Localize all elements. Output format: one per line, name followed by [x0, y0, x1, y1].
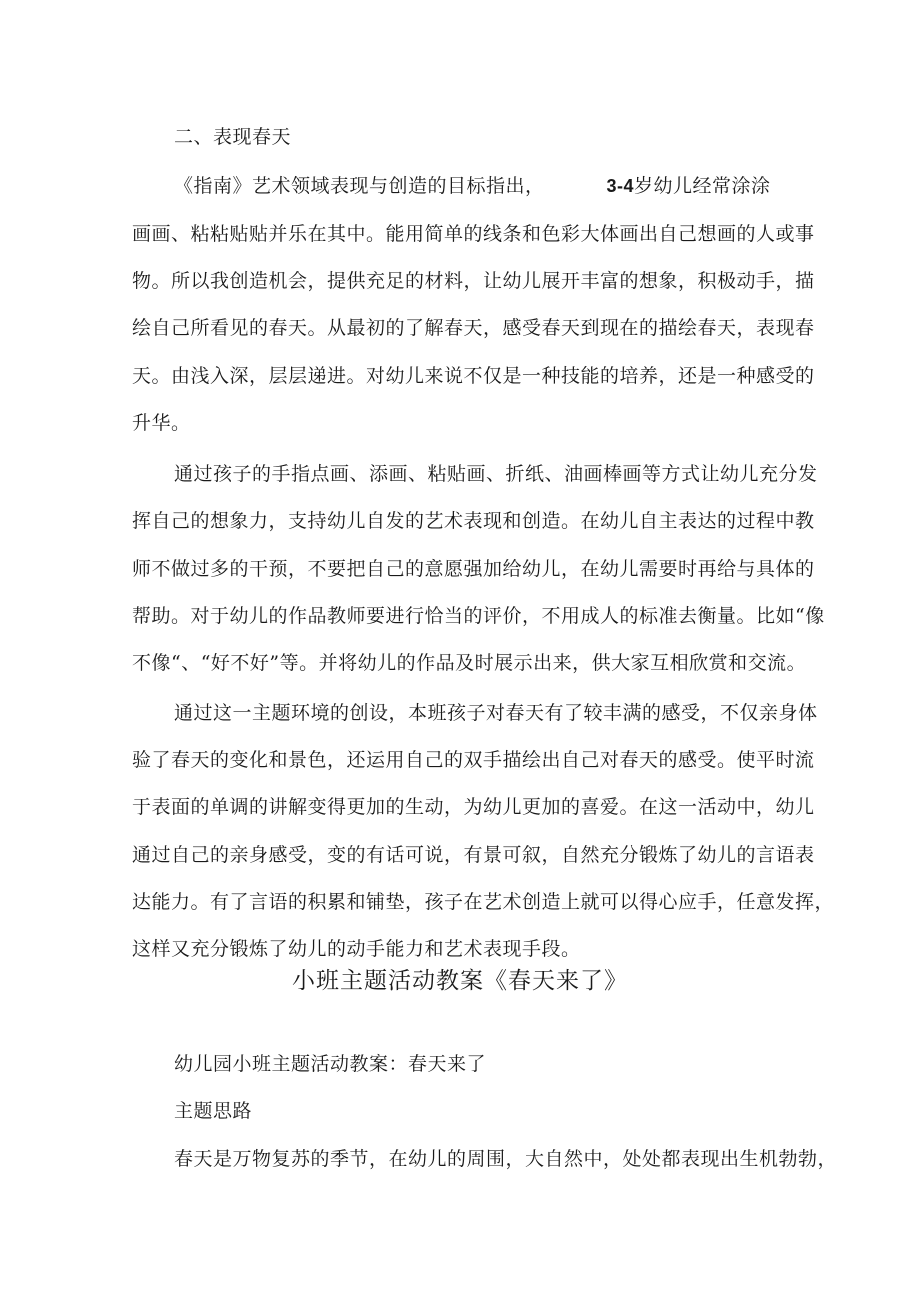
paragraph-3-line-6: 这样又充分锻炼了幼儿的动手能力和艺术表现手段。 — [132, 938, 581, 960]
paragraph-2-line-3: 师不做过多的干预，不要把自己的意愿强加给幼儿，在幼儿需要时再给与具体的 — [132, 558, 815, 580]
paragraph-1-line-2: 画画、粘粘贴贴并乐在其中。能用简单的线条和色彩大体画出自己想画的人或事 — [132, 223, 815, 245]
paragraph-1-line-1 — [174, 174, 771, 198]
paragraph-3-line-3: 于表面的单调的讲解变得更加的生动，为幼儿更加的喜爱。在这一活动中，幼儿 — [132, 796, 815, 818]
paragraph-1-line-1-tail: 岁幼儿经常涂涂 — [634, 175, 771, 197]
theme-heading: 主题思路 — [174, 1100, 253, 1122]
paragraph-1-line-3: 物。所以我创造机会，提供充足的材料，让幼儿展开丰富的想象，积极动手，描 — [132, 270, 815, 292]
paragraph-3-line-2: 验了春天的变化和景色，还运用自己的双手描绘出自己对春天的感受。使平时流 — [132, 749, 815, 771]
theme-paragraph-line-1: 春天是万物复苏的季节，在幼儿的周围，大自然中，处处都表现出生机勃勃， — [174, 1148, 838, 1170]
age-range: 3-4 — [606, 176, 635, 196]
paragraph-1-line-4: 绘自己所看见的春天。从最初的了解春天，感受春天到现在的描绘春天，表现春 — [132, 317, 815, 339]
paragraph-2-line-2: 挥自己的想象力，支持幼儿自发的艺术表现和创造。在幼儿自主表达的过程中教 — [132, 510, 815, 532]
paragraph-1-line-6: 升华。 — [132, 412, 191, 434]
subtitle: 幼儿园小班主题活动教案：春天来了 — [174, 1053, 487, 1075]
paragraph-3-line-5: 达能力。有了言语的积累和铺垫，孩子在艺术创造上就可以得心应手，任意发挥， — [132, 891, 835, 913]
section-heading: 二、表现春天 — [174, 126, 292, 148]
paragraph-2-line-5: 不像“、“好不好”等。并将幼儿的作品及时展示出来，供大家互相欣赏和交流。 — [132, 652, 807, 674]
paragraph-1-line-5: 天。由浅入深，层层递进。对幼儿来说不仅是一种技能的培养，还是一种感受的 — [132, 365, 815, 387]
document-title: 小班主题活动教案《春天来了》 — [292, 968, 628, 994]
paragraph-1-line-1-text: 《指南》艺术领域表现与创造的目标指出， — [174, 175, 545, 197]
paragraph-2-line-4: 帮助。对于幼儿的作品教师要进行恰当的评价，不用成人的标准去衡量。比如“像 — [132, 605, 825, 627]
paragraph-3-line-1: 通过这一主题环境的创设，本班孩子对春天有了较丰满的感受，不仅亲身体 — [174, 702, 818, 724]
paragraph-2-line-1: 通过孩子的手指点画、添画、粘贴画、折纸、油画棒画等方式让幼儿充分发 — [174, 463, 818, 485]
paragraph-3-line-4: 通过自己的亲身感受，变的有话可说，有景可叙，自然充分锻炼了幼儿的言语表 — [132, 844, 815, 866]
